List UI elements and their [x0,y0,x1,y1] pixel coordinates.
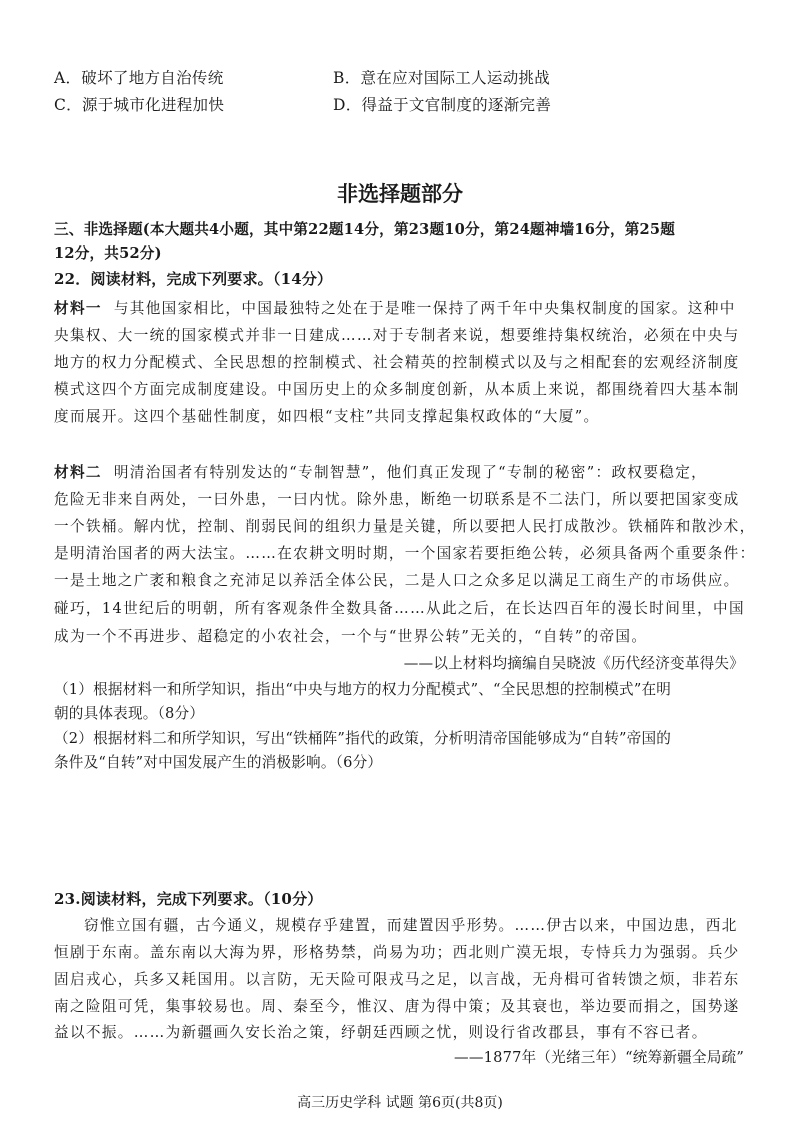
q22-material1-line [54,297,736,318]
q23-material-line: 固启戎心，兵多又耗国用。以言防，无天险可限戎马之足，以言战，无舟楫可省转馈之烦，非若东 [54,971,740,988]
section-instructions-line-1: 三、非选择题(本大题共4小题，其中第22题14分，第23题10分，第24题神墙16分，第25题 [54,221,676,238]
q23-material-line: 南之险阻可凭，集事较易也。周、秦至今，惟汉、唐为得中策；及其衰也，举边要而捐之，国势遂 [54,998,740,1015]
q23-source: ——1877年（光绪三年）“统筹新疆全局疏” [454,1049,744,1066]
q22-material2-line: 是明清治国者的两大法宝。……在农耕文明时期，一个国家若要拒绝公转，必须具备两个重要条件： [54,545,756,562]
option-d: D．得益于文官制度的逐渐完善 [333,96,552,114]
q22-subquestion-2-line-1: （2）根据材料二和所学知识，写出“铁桶阵”指代的政策，分析明清帝国能够成为“自转”帝国的 [54,730,672,747]
q22-material2-line: 一个铁桶。解内忧，控制、削弱民间的组织力量是关键，所以要把人民打成散沙。铁桶阵和散沙术， [54,518,756,535]
q22-source: ——以上材料均摘编自吴晓波《历代经济变革得失》 [403,655,744,672]
q22-heading: 22．阅读材料，完成下列要求。（14分） [54,270,333,288]
q23-heading: 23.阅读材料，完成下列要求。（10分） [54,890,323,908]
q22-material2-line: 成为一个不再进步、超稳定的小农社会，一个与“世界公转”无关的，“自转”的帝国。 [54,628,648,645]
q23-material-line: 窃惟立国有疆，古今通义，规模存乎建置，而建置因乎形势。……伊古以来，中国边患，西北 [84,917,738,934]
q22-material1-line: 央集权、大一统的国家模式并非一日建成……对于专制者来说，想要维持集权统治，必须在中央与 [54,327,740,344]
option-b: B．意在应对国际工人运动挑战 [333,69,551,87]
q22-material1-line: 度而展开。这四个基础性制度，如四根“支柱”共同支撑起集权政体的“大厦”。 [54,408,600,425]
q22-material1-label: 材料一 [54,300,102,317]
q22-material2-label: 材料二 [54,464,102,481]
q23-material-line: 恒剧于东南。盖东南以大海为界，形格势禁，尚易为功；西北则广漠无垠，专恃兵力为强弱。兵少 [54,944,740,961]
option-a: A．破坏了地方自治传统 [54,69,224,87]
q22-material2-line: 碰巧，14世纪后的明朝，所有客观条件全数具备……从此之后，在长达四百年的漫长时间里，中国 [54,600,745,617]
q22-material2-line: 危险无非来自两处，一曰外患，一曰内忧。除外患，断绝一切联系是不二法门，所以要把国家变成 [54,491,740,508]
q22-material1-line: 地方的权力分配模式、全民思想的控制模式、社会精英的控制模式以及与之相配套的宏观经济制度 [54,354,740,371]
section-title: 非选择题部分 [337,182,463,206]
q22-material2-text: 明清治国者有特别发达的“专制智慧”，他们真正发现了“专制的秘密”：政权要稳定， [113,464,708,481]
q22-subquestion-1-line-1: （1）根据材料一和所学知识，指出“中央与地方的权力分配模式”、“全民思想的控制模式”在明 [54,681,672,698]
page-footer: 高三历史学科 试题 第6页(共8页) [297,1095,503,1111]
q22-material1-text: 与其他国家相比，中国最独特之处在于是唯一保持了两千年中央集权制度的国家。这种中 [113,300,736,317]
q22-subquestion-1-line-2: 朝的具体表现。（8分） [54,705,205,722]
q22-material2-line: 一是土地之广袤和粮食之充沛足以养活全体公民，二是人口之众多足以满足工商生产的市场供应。 [54,572,740,589]
q23-material-line: 益以不振。……为新疆画久安长治之策，纾朝廷西顾之忧，则设行省改郡县，事有不容已者。 [54,1024,708,1041]
q22-material1-line: 模式这四个方面完成制度建设。中国历史上的众多制度创新，从本质上来说，都围绕着四大基本制 [54,381,740,398]
q22-subquestion-2-line-2: 条件及“自转”对中国发展产生的消极影响。（6分） [54,754,383,771]
q22-material2-line [54,461,707,482]
option-c: C．源于城市化进程加快 [54,96,225,114]
section-instructions-line-2: 12分，共52分) [54,245,162,262]
